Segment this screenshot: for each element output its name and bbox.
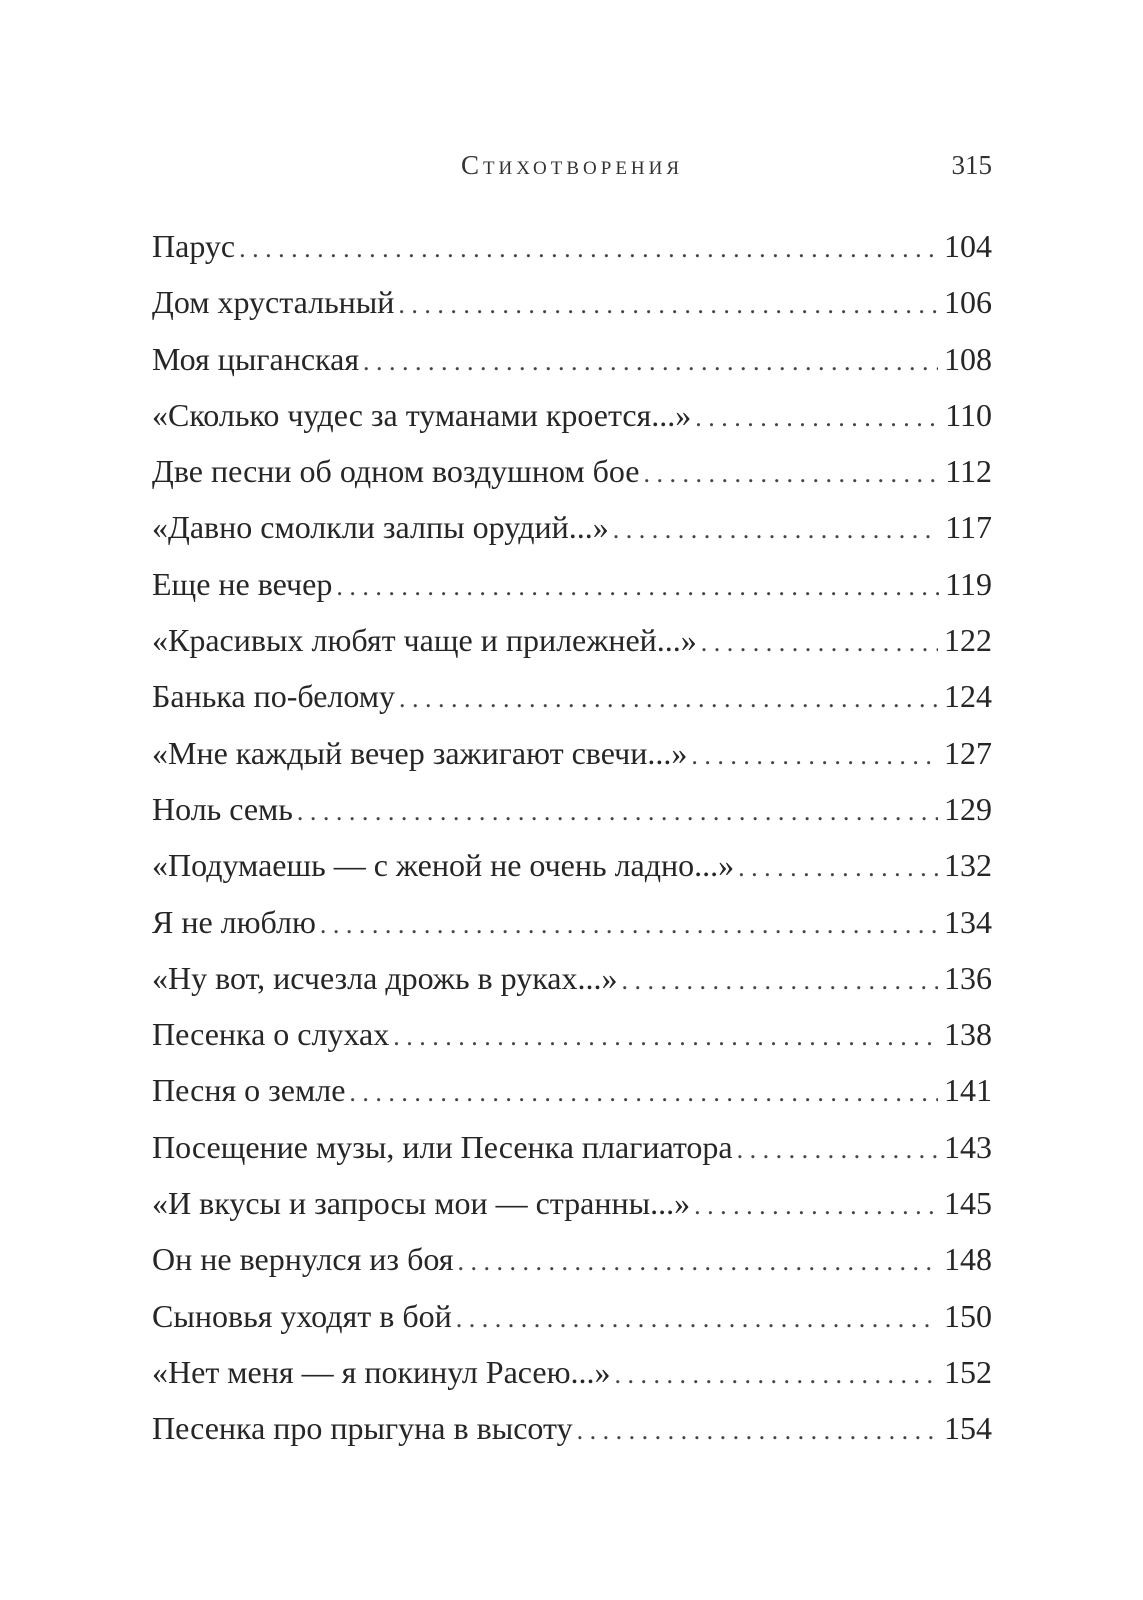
toc-entry bbox=[152, 284, 992, 340]
toc-entry bbox=[152, 1016, 992, 1072]
toc-entry bbox=[152, 1354, 992, 1410]
toc-entry-title: Еще не вечер bbox=[152, 565, 333, 602]
toc-entry-page: 150 bbox=[944, 1297, 992, 1334]
toc-entry-page: 138 bbox=[944, 1016, 992, 1053]
toc-entry-title: Дом хрустальный bbox=[152, 284, 395, 321]
table-of-contents bbox=[152, 228, 992, 1467]
toc-entry-title: «Красивых любят чаще и прилежней...» bbox=[152, 622, 697, 659]
dot-leader bbox=[363, 341, 938, 378]
toc-entry bbox=[152, 566, 992, 622]
toc-entry bbox=[152, 228, 992, 284]
toc-entry-page: 136 bbox=[944, 959, 992, 996]
dot-leader bbox=[393, 1016, 938, 1053]
toc-entry bbox=[152, 509, 992, 565]
toc-entry-page: 132 bbox=[944, 847, 992, 884]
toc-entry-page: 124 bbox=[944, 678, 992, 715]
section-title: Стихотворения bbox=[460, 150, 684, 180]
toc-entry-page: 117 bbox=[945, 509, 992, 546]
toc-entry bbox=[152, 960, 992, 1016]
dot-leader bbox=[643, 453, 939, 490]
dot-leader bbox=[297, 791, 938, 828]
toc-entry-title: «Ну вот, исчезла дрожь в руках...» bbox=[152, 959, 618, 996]
dot-leader bbox=[621, 960, 938, 997]
dot-leader bbox=[399, 678, 938, 715]
toc-entry-title: Песенка про прыгуна в высоту bbox=[152, 1410, 573, 1447]
dot-leader bbox=[694, 1185, 938, 1222]
toc-entry-title: Ноль семь bbox=[152, 790, 293, 827]
toc-entry-title: «Нет меня — я покинул Расею...» bbox=[152, 1353, 611, 1390]
dot-leader bbox=[695, 397, 939, 434]
toc-entry-title: Я не люблю bbox=[152, 903, 316, 940]
toc-entry-page: 134 bbox=[944, 903, 992, 940]
toc-entry-title: «Давно смолкли залпы орудий...» bbox=[152, 509, 609, 546]
toc-entry-title: «И вкусы и запросы мои — странны...» bbox=[152, 1185, 691, 1222]
toc-entry-page: 104 bbox=[944, 228, 992, 264]
dot-leader bbox=[613, 509, 939, 546]
toc-entry-title: Он не вернулся из боя bbox=[152, 1241, 454, 1278]
dot-leader bbox=[456, 1298, 938, 1335]
toc-entry-page: 154 bbox=[944, 1410, 992, 1447]
toc-entry-page: 127 bbox=[944, 734, 992, 771]
toc-entry-page: 106 bbox=[944, 284, 992, 321]
toc-entry-title: Песня о земле bbox=[152, 1072, 346, 1109]
dot-leader bbox=[320, 904, 938, 941]
toc-entry-title: «Подумаешь — с женой не очень ладно...» bbox=[152, 847, 735, 884]
toc-entry-page: 148 bbox=[944, 1241, 992, 1278]
toc-entry-page: 122 bbox=[944, 622, 992, 659]
page-number: 315 bbox=[951, 150, 992, 180]
toc-entry bbox=[152, 622, 992, 678]
dot-leader bbox=[738, 847, 938, 884]
dot-leader bbox=[701, 622, 938, 659]
toc-entry-page: 143 bbox=[944, 1128, 992, 1165]
toc-entry bbox=[152, 1298, 992, 1354]
toc-entry bbox=[152, 453, 992, 509]
toc-entry-title: Посещение музы, или Песенка плагиатора bbox=[152, 1128, 733, 1165]
toc-entry bbox=[152, 904, 992, 960]
toc-entry bbox=[152, 341, 992, 397]
toc-entry-page: 119 bbox=[945, 565, 992, 602]
dot-leader bbox=[239, 228, 938, 265]
toc-entry bbox=[152, 735, 992, 791]
dot-leader bbox=[349, 1072, 938, 1109]
dot-leader bbox=[737, 1129, 938, 1166]
toc-entry-page: 129 bbox=[944, 790, 992, 827]
toc-entry-title: «Мне каждый вечер зажигают свечи...» bbox=[152, 734, 688, 771]
toc-entry-title: Моя цыганская bbox=[152, 340, 360, 377]
toc-entry-title: «Сколько чудес за туманами кроется...» bbox=[152, 396, 692, 433]
toc-entry bbox=[152, 1072, 992, 1128]
dot-leader bbox=[615, 1354, 939, 1391]
toc-entry-page: 112 bbox=[945, 453, 992, 490]
dot-leader bbox=[691, 735, 938, 772]
toc-entry-title: Песенка о слухах bbox=[152, 1016, 390, 1053]
toc-entry bbox=[152, 1129, 992, 1185]
dot-leader bbox=[336, 566, 939, 603]
toc-entry bbox=[152, 678, 992, 734]
toc-entry bbox=[152, 847, 992, 903]
toc-entry-page: 145 bbox=[944, 1185, 992, 1222]
toc-entry bbox=[152, 397, 992, 453]
toc-entry bbox=[152, 1241, 992, 1297]
running-head bbox=[152, 150, 992, 186]
toc-entry bbox=[152, 1185, 992, 1241]
dot-leader bbox=[577, 1410, 938, 1447]
toc-entry-page: 152 bbox=[944, 1353, 992, 1390]
toc-entry bbox=[152, 1410, 992, 1466]
toc-entry-page: 141 bbox=[944, 1072, 992, 1109]
toc-entry-title: Банька по-белому bbox=[152, 678, 396, 715]
toc-entry-page: 108 bbox=[944, 340, 992, 377]
toc-entry-title: Две песни об одном воздушном бое bbox=[152, 453, 640, 490]
dot-leader bbox=[398, 284, 938, 321]
toc-entry-title: Сыновья уходят в бой bbox=[152, 1297, 452, 1334]
toc-entry-page: 110 bbox=[945, 396, 992, 433]
dot-leader bbox=[457, 1241, 938, 1278]
toc-entry bbox=[152, 791, 992, 847]
toc-entry-title: Парус bbox=[152, 228, 236, 264]
